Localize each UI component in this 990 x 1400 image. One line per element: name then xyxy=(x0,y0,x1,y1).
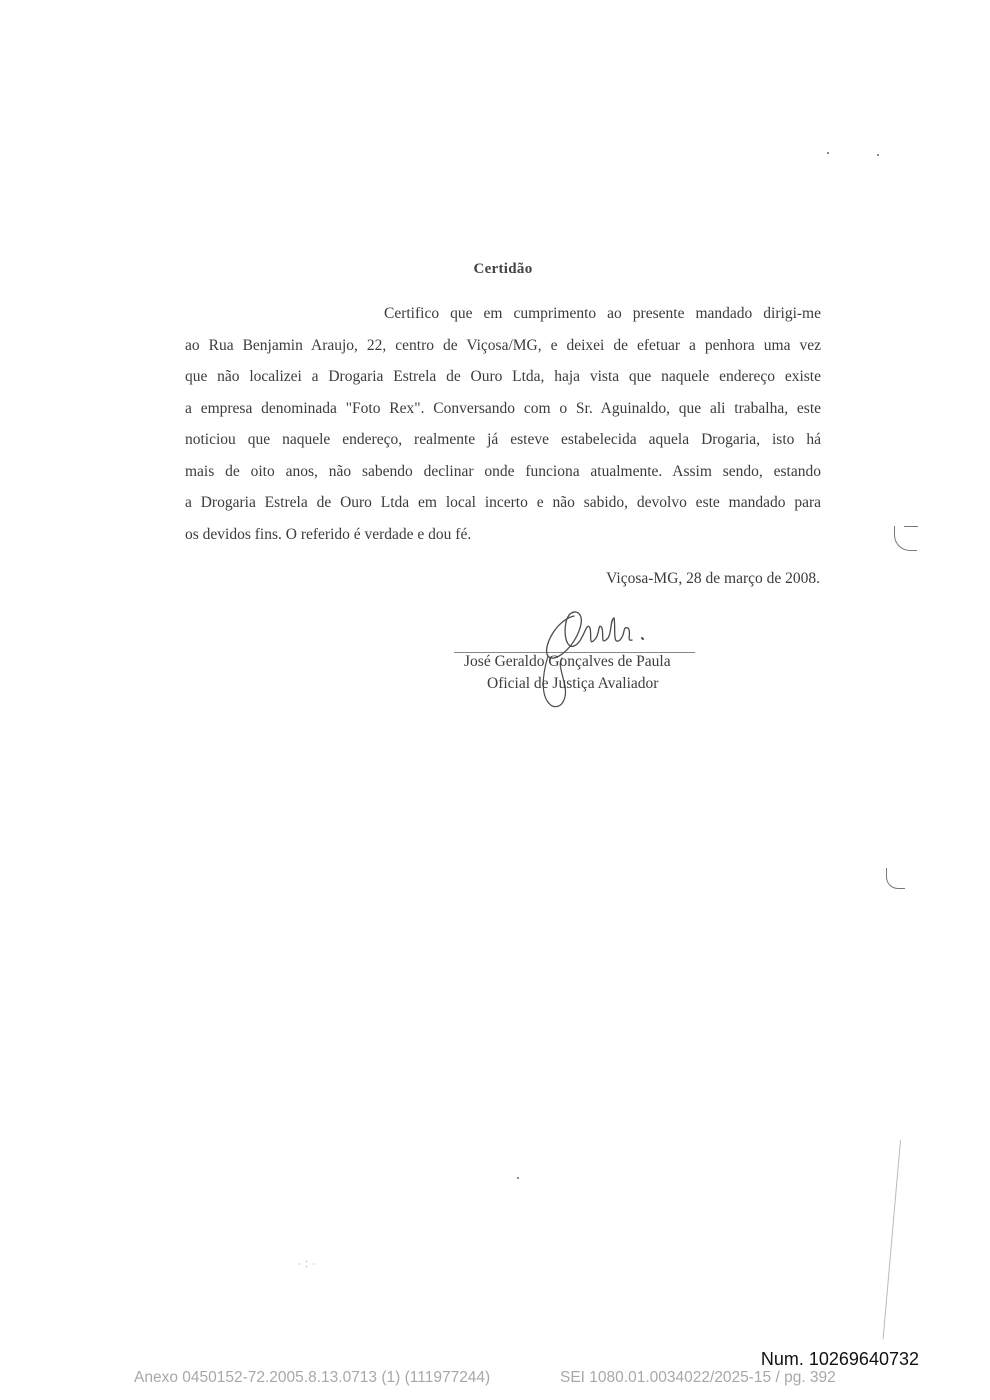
scan-artifact xyxy=(904,526,918,527)
signer-name: José Geraldo Gonçalves de Paula xyxy=(464,653,671,670)
scan-artifact xyxy=(894,526,917,551)
scan-artifact xyxy=(883,1140,901,1339)
certificate-body xyxy=(185,298,821,550)
body-line: ao Rua Benjamin Araujo, 22, centro de Viçosa/MG, e deixei de efetuar a penhora uma vez xyxy=(185,336,821,354)
footer-annex-reference: Anexo 0450152-72.2005.8.13.0713 (1) (111977244) xyxy=(134,1369,491,1386)
document-title: Certidão xyxy=(473,261,533,277)
body-line: mais de oito anos, não sabendo declinar onde funciona atualmente. Assim sendo, estando xyxy=(185,462,821,480)
scan-speck xyxy=(517,1177,519,1179)
scan-speck xyxy=(827,152,829,154)
body-line: Certifico que em cumprimento ao presente mandado dirigi-me xyxy=(384,305,821,322)
body-line: a empresa denominada "Foto Rex". Conversando com o Sr. Aguinaldo, que ali trabalha, este xyxy=(185,399,821,417)
footer-sei-reference: SEI 1080.01.0034022/2025-15 / pg. 392 xyxy=(560,1369,836,1386)
body-line: a Drogaria Estrela de Ouro Ltda em local incerto e não sabido, devolvo este mandado para xyxy=(185,494,821,511)
scan-smudge: · ⁚ · xyxy=(298,1260,316,1269)
body-line: os devidos fins. O referido é verdade e dou fé. xyxy=(185,525,472,543)
body-line: que não localizei a Drogaria Estrela de Ouro Ltda, haja vista que naquele endereço existe xyxy=(185,368,821,385)
footer-document-number: Num. 10269640732 xyxy=(760,1349,919,1369)
signer-role: Oficial de Justiça Avaliador xyxy=(487,675,659,692)
body-line: noticiou que naquele endereço, realmente já esteve estabelecida aquela Drogaria, isto há xyxy=(185,431,821,448)
scan-speck xyxy=(877,154,879,156)
signature-block xyxy=(454,598,704,708)
date-line: Viçosa-MG, 28 de março de 2008. xyxy=(606,570,820,587)
scan-artifact xyxy=(886,868,905,889)
